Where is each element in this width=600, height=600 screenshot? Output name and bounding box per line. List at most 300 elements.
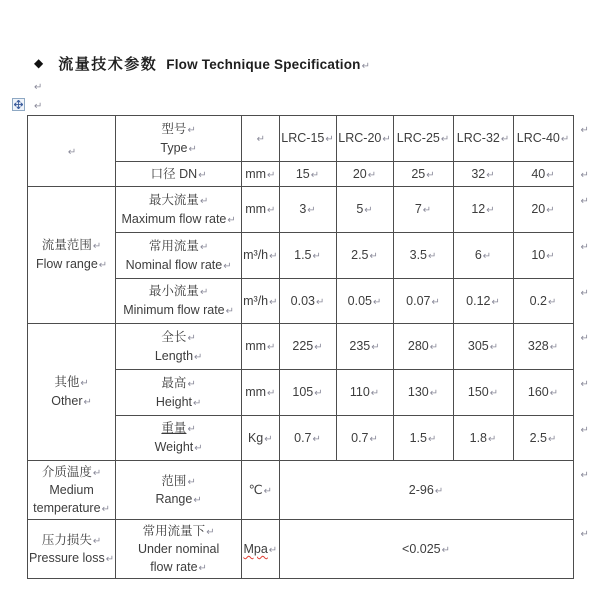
paragraph-mark-icon: ↵ xyxy=(371,342,380,353)
paragraph-mark-icon: ↵ xyxy=(441,545,450,556)
cell-line xyxy=(338,429,392,448)
cell-text: 305 xyxy=(467,339,489,353)
cell-text: 5 xyxy=(356,202,364,216)
cell-text: 25 xyxy=(411,166,426,181)
cell-text: mm xyxy=(245,202,267,216)
cell-line xyxy=(243,540,277,558)
cell-text: 10 xyxy=(531,248,546,262)
paragraph-mark-icon: ↵ xyxy=(546,251,555,262)
cell-line xyxy=(455,166,512,183)
cell-line xyxy=(117,419,240,438)
value-cell[interactable] xyxy=(393,416,453,461)
param-cell[interactable] xyxy=(116,233,242,279)
param-cell[interactable] xyxy=(116,520,242,579)
value-cell[interactable] xyxy=(393,279,453,324)
cell-text: Medium xyxy=(49,483,94,497)
unit-cell[interactable] xyxy=(242,187,279,233)
cell-text: Weight xyxy=(154,440,194,454)
paragraph-mark-icon: ↵ xyxy=(580,195,589,207)
value-cell[interactable] xyxy=(453,187,513,233)
cell-line xyxy=(117,347,240,366)
cell-text: mm xyxy=(245,166,267,181)
value-cell[interactable] xyxy=(453,416,513,461)
cell-line xyxy=(117,191,240,210)
cell-text: mm xyxy=(245,385,267,399)
cell-line xyxy=(395,200,452,219)
cell-line xyxy=(243,166,277,183)
value-cell[interactable] xyxy=(453,370,513,416)
paragraph-mark-icon: ↵ xyxy=(546,169,555,181)
paragraph-mark-icon: ↵ xyxy=(486,205,495,216)
cell-text: Mpa xyxy=(243,542,268,556)
cell-text: Pressure loss xyxy=(29,551,105,565)
cell-line xyxy=(281,246,335,265)
paragraph-mark-icon: ↵ xyxy=(187,124,196,136)
value-cell[interactable] xyxy=(513,416,573,461)
cell-line xyxy=(395,129,452,148)
row-end-mark xyxy=(573,370,597,416)
cell-line xyxy=(395,429,452,448)
unit-cell[interactable] xyxy=(242,279,279,324)
paragraph-mark-icon: ↵ xyxy=(428,433,437,445)
cell-line xyxy=(515,337,572,356)
cell-text: Kg xyxy=(247,430,264,445)
paragraph-mark-icon: ↵ xyxy=(264,433,273,445)
paragraph-mark-icon: ↵ xyxy=(267,169,276,181)
spec-table-body xyxy=(28,116,598,579)
value-cell[interactable] xyxy=(279,461,573,520)
paragraph-mark-icon: ↵ xyxy=(92,468,102,479)
cell-line xyxy=(117,139,240,158)
paragraph-mark-icon: ↵ xyxy=(92,241,102,252)
value-cell[interactable] xyxy=(279,370,336,416)
paragraph-mark-icon: ↵ xyxy=(489,342,499,353)
row-end-mark xyxy=(573,520,597,579)
cell-text: Maximum flow rate xyxy=(121,211,227,226)
cell-line xyxy=(281,481,572,499)
cell-line xyxy=(515,383,572,402)
row-end-mark xyxy=(573,162,597,187)
paragraph-mark-icon: ↵ xyxy=(83,397,92,408)
unit-cell[interactable] xyxy=(242,370,279,416)
param-cell[interactable] xyxy=(116,324,242,370)
cell-line xyxy=(455,200,512,219)
value-cell[interactable] xyxy=(513,187,573,233)
row-end-mark xyxy=(573,187,597,233)
empty-paragraph xyxy=(33,96,42,114)
cell-text: LRC-32 xyxy=(456,131,500,145)
cell-text: 20 xyxy=(352,166,367,181)
param-cell[interactable] xyxy=(116,461,242,520)
cell-text: 20 xyxy=(531,202,546,216)
value-cell[interactable] xyxy=(453,162,513,187)
unit-cell[interactable] xyxy=(242,461,279,520)
row-end-mark xyxy=(573,116,597,162)
paragraph-mark-icon: ↵ xyxy=(314,388,323,399)
cell-line xyxy=(338,200,392,219)
row-end-mark xyxy=(573,279,597,324)
value-cell[interactable] xyxy=(336,187,393,233)
cell-text: 110 xyxy=(349,385,370,399)
cell-text: LRC-15 xyxy=(281,131,325,145)
cell-text: m³/h xyxy=(243,248,269,262)
cell-line xyxy=(29,255,114,274)
cell-text: 160 xyxy=(527,385,549,399)
value-cell[interactable] xyxy=(279,187,336,233)
cell-line xyxy=(29,236,114,255)
paragraph-mark-icon: ↵ xyxy=(314,342,323,353)
cell-line xyxy=(395,166,452,183)
paragraph-mark-icon: ↵ xyxy=(546,205,555,216)
cell-line xyxy=(455,246,512,265)
paragraph-mark-icon: ↵ xyxy=(188,143,197,155)
section-cell[interactable] xyxy=(28,520,116,579)
paragraph-mark-icon: ↵ xyxy=(227,214,236,226)
table-row xyxy=(28,324,598,370)
cell-line xyxy=(243,383,277,402)
cell-text: 2-96 xyxy=(408,483,434,497)
paragraph-mark-icon: ↵ xyxy=(580,378,589,390)
paragraph-mark-icon: ↵ xyxy=(372,296,382,308)
cell-line xyxy=(29,392,114,411)
paragraph-mark-icon: ↵ xyxy=(267,205,276,216)
cell-line xyxy=(117,490,240,508)
paragraph-mark-icon: ↵ xyxy=(310,169,320,181)
cell-text: 225 xyxy=(292,339,314,353)
cell-text: Under nominal xyxy=(137,542,220,556)
value-cell[interactable] xyxy=(393,370,453,416)
cell-text: 0.07 xyxy=(406,293,431,308)
paragraph-mark-icon: ↵ xyxy=(580,241,589,253)
unit-cell[interactable] xyxy=(242,520,279,579)
value-cell[interactable] xyxy=(279,233,336,279)
paragraph-mark-icon: ↵ xyxy=(580,287,589,299)
cell-line xyxy=(117,438,240,457)
paragraph-mark-icon: ↵ xyxy=(263,486,273,497)
cell-text: 常用流量下 xyxy=(142,524,206,538)
paragraph-mark-icon: ↵ xyxy=(434,486,444,497)
param-cell[interactable] xyxy=(116,370,242,416)
paragraph-mark-icon: ↵ xyxy=(500,134,510,145)
paragraph-mark-icon: ↵ xyxy=(267,388,276,399)
cell-line xyxy=(338,129,392,148)
cell-text: 7 xyxy=(414,202,422,216)
cell-line xyxy=(117,166,240,183)
cell-line xyxy=(395,292,452,311)
value-cell[interactable] xyxy=(393,324,453,370)
cell-line xyxy=(515,200,572,219)
paragraph-mark-icon: ↵ xyxy=(307,205,316,216)
cell-text: 235 xyxy=(349,339,371,353)
paragraph-mark-icon: ↵ xyxy=(223,260,232,272)
cell-text: 3.5 xyxy=(409,248,428,262)
paragraph-mark-icon: ↵ xyxy=(198,563,207,574)
paragraph-mark-icon: ↵ xyxy=(98,260,108,271)
cell-text: Flow range xyxy=(35,257,98,271)
value-cell[interactable] xyxy=(279,162,336,187)
cell-text: 最小流量 xyxy=(148,284,199,298)
cell-text: 0.05 xyxy=(347,293,372,308)
paragraph-mark-icon: ↵ xyxy=(580,124,589,136)
paragraph-mark-icon: ↵ xyxy=(198,169,207,181)
model-header-cell[interactable] xyxy=(336,116,393,162)
paragraph-mark-icon: ↵ xyxy=(187,378,196,390)
table-row xyxy=(28,187,598,233)
paragraph-mark-icon: ↵ xyxy=(34,101,43,112)
cell-line xyxy=(29,531,114,549)
paragraph-mark-icon: ↵ xyxy=(92,536,102,547)
value-cell[interactable] xyxy=(336,162,393,187)
cell-line xyxy=(117,558,240,576)
title-zh: 流量技术参数 xyxy=(58,56,158,73)
cell-line xyxy=(117,328,240,347)
cell-line xyxy=(338,337,392,356)
paragraph-mark-icon: ↵ xyxy=(580,469,589,481)
unit-cell[interactable] xyxy=(242,324,279,370)
cell-line xyxy=(117,472,240,490)
value-cell[interactable] xyxy=(336,233,393,279)
paragraph-mark-icon: ↵ xyxy=(486,169,495,181)
paragraph-mark-icon: ↵ xyxy=(101,504,110,515)
value-cell[interactable] xyxy=(513,370,573,416)
table-move-handle[interactable] xyxy=(12,98,25,111)
table-row xyxy=(28,520,598,579)
paragraph-mark-icon: ↵ xyxy=(193,495,202,506)
value-cell[interactable] xyxy=(336,279,393,324)
cell-line xyxy=(117,120,240,139)
cell-text: Other xyxy=(51,394,83,408)
cell-text: 40 xyxy=(531,166,546,181)
cell-line xyxy=(117,282,240,301)
value-cell[interactable] xyxy=(279,324,336,370)
cell-text: 0.2 xyxy=(529,293,548,308)
cell-text: 口径 DN xyxy=(150,166,198,181)
cell-text: 最大流量 xyxy=(148,192,199,207)
cell-line xyxy=(29,463,114,481)
cell-line xyxy=(395,246,452,265)
paragraph-mark-icon: ↵ xyxy=(315,296,325,308)
paragraph-mark-icon: ↵ xyxy=(488,433,497,445)
cell-text: 重量 xyxy=(161,421,187,435)
paragraph-mark-icon: ↵ xyxy=(312,433,321,445)
paragraph-mark-icon: ↵ xyxy=(382,134,391,145)
unit-cell[interactable] xyxy=(242,116,279,162)
cell-text: 130 xyxy=(407,385,429,399)
section-cell[interactable] xyxy=(28,461,116,520)
cell-text: 150 xyxy=(467,385,489,399)
cell-text: 0.03 xyxy=(290,293,315,308)
paragraph-mark-icon: ↵ xyxy=(361,61,371,72)
paragraph-mark-icon: ↵ xyxy=(367,169,377,181)
cell-line xyxy=(455,337,512,356)
paragraph-mark-icon: ↵ xyxy=(312,251,321,262)
paragraph-mark-icon: ↵ xyxy=(369,251,378,262)
cell-line xyxy=(243,429,277,448)
value-cell[interactable] xyxy=(453,324,513,370)
paragraph-mark-icon: ↵ xyxy=(431,296,440,308)
header-cell[interactable] xyxy=(116,116,242,162)
paragraph-mark-icon: ↵ xyxy=(426,169,435,181)
row-end-mark xyxy=(573,324,597,370)
cell-text: 3 xyxy=(299,202,307,216)
cell-line xyxy=(455,129,512,148)
cell-line xyxy=(243,481,277,499)
cell-text: LRC-20 xyxy=(338,131,382,145)
cell-line xyxy=(281,383,335,402)
cell-text: 280 xyxy=(407,339,429,353)
cell-line xyxy=(117,237,240,256)
param-cell[interactable] xyxy=(116,416,242,461)
cell-line xyxy=(515,292,572,311)
paragraph-mark-icon: ↵ xyxy=(548,433,557,445)
cell-text: 其他 xyxy=(54,375,80,389)
value-cell[interactable] xyxy=(279,416,336,461)
cell-line xyxy=(281,200,335,219)
paragraph-mark-icon: ↵ xyxy=(489,388,499,399)
paragraph-mark-icon: ↵ xyxy=(325,134,334,145)
cell-line xyxy=(29,549,114,567)
value-cell[interactable] xyxy=(393,162,453,187)
cell-line xyxy=(117,540,240,558)
paragraph-mark-icon: ↵ xyxy=(269,251,278,262)
cell-line xyxy=(515,429,572,448)
paragraph-mark-icon: ↵ xyxy=(440,134,450,145)
cell-line xyxy=(515,246,572,265)
cell-line xyxy=(243,292,277,311)
value-cell[interactable] xyxy=(393,233,453,279)
cell-text: 常用流量 xyxy=(148,238,199,253)
doc-title xyxy=(34,53,370,74)
unit-cell[interactable] xyxy=(242,233,279,279)
row-end-mark xyxy=(573,233,597,279)
cell-line xyxy=(395,337,452,356)
cell-text: 15 xyxy=(295,166,310,181)
cell-line xyxy=(29,142,114,161)
model-header-cell[interactable] xyxy=(513,116,573,162)
value-cell[interactable] xyxy=(513,324,573,370)
value-cell[interactable] xyxy=(513,162,573,187)
paragraph-mark-icon: ↵ xyxy=(199,195,209,207)
cell-text: 12 xyxy=(471,202,486,216)
paragraph-mark-icon: ↵ xyxy=(267,342,276,353)
cell-line xyxy=(281,429,335,448)
cell-text: Nominal flow rate xyxy=(125,257,223,272)
cell-text: <0.025 xyxy=(402,542,441,556)
value-cell[interactable] xyxy=(453,279,513,324)
row-end-mark xyxy=(573,416,597,461)
paragraph-mark-icon: ↵ xyxy=(269,296,278,308)
cell-text: 2.5 xyxy=(351,248,369,262)
value-cell[interactable] xyxy=(393,187,453,233)
row-end-mark xyxy=(573,461,597,520)
model-header-cell[interactable] xyxy=(393,116,453,162)
cell-text: 流量范围 xyxy=(41,238,92,252)
cell-line xyxy=(281,540,572,558)
cell-line xyxy=(338,292,392,311)
paragraph-mark-icon: ↵ xyxy=(369,433,378,445)
value-cell[interactable] xyxy=(336,324,393,370)
paragraph-mark-icon: ↵ xyxy=(548,296,557,308)
value-cell[interactable] xyxy=(336,416,393,461)
cell-line xyxy=(117,393,240,412)
model-header-cell[interactable] xyxy=(279,116,336,162)
corner-cell[interactable] xyxy=(28,116,116,187)
diamond-bullet-icon: ◆ xyxy=(34,56,44,70)
paragraph-mark-icon: ↵ xyxy=(429,388,439,399)
paragraph-mark-icon: ↵ xyxy=(187,332,196,344)
cell-text: 6 xyxy=(474,248,482,262)
paragraph-mark-icon: ↵ xyxy=(187,477,196,488)
cell-text: 32 xyxy=(471,166,486,181)
cell-line xyxy=(455,429,512,448)
cell-line xyxy=(243,129,277,148)
cell-text: 全长 xyxy=(161,329,187,344)
cell-text: 范围 xyxy=(161,474,187,488)
paragraph-mark-icon: ↵ xyxy=(194,351,203,363)
paragraph-mark-icon: ↵ xyxy=(199,241,209,253)
paragraph-mark-icon: ↵ xyxy=(206,527,215,538)
value-cell[interactable] xyxy=(336,370,393,416)
paragraph-mark-icon: ↵ xyxy=(482,251,492,262)
paragraph-mark-icon: ↵ xyxy=(580,528,589,540)
cell-line xyxy=(243,200,277,219)
paragraph-mark-icon: ↵ xyxy=(364,205,373,216)
paragraph-mark-icon: ↵ xyxy=(193,397,202,409)
section-cell[interactable] xyxy=(28,187,116,324)
value-cell[interactable] xyxy=(279,520,573,579)
paragraph-mark-icon: ↵ xyxy=(422,205,432,216)
paragraph-mark-icon: ↵ xyxy=(67,146,77,158)
cell-line xyxy=(117,256,240,275)
cell-text: Height xyxy=(155,394,192,409)
value-cell[interactable] xyxy=(513,233,573,279)
unit-cell[interactable] xyxy=(242,416,279,461)
cell-line xyxy=(455,383,512,402)
cell-line xyxy=(243,246,277,265)
cell-text: 压力损失 xyxy=(41,533,92,547)
param-cell[interactable] xyxy=(116,187,242,233)
cell-text: 1.8 xyxy=(469,430,488,445)
cell-text: ℃ xyxy=(248,483,263,497)
cell-text: 1.5 xyxy=(409,430,428,445)
model-header-cell[interactable] xyxy=(453,116,513,162)
spec-table xyxy=(27,115,598,579)
value-cell[interactable] xyxy=(513,279,573,324)
header-cell[interactable] xyxy=(116,162,242,187)
paragraph-mark-icon: ↵ xyxy=(268,545,278,556)
paragraph-mark-icon: ↵ xyxy=(105,554,115,565)
cell-line xyxy=(29,481,114,499)
value-cell[interactable] xyxy=(279,279,336,324)
cell-line xyxy=(243,337,277,356)
paragraph-mark-icon: ↵ xyxy=(549,388,559,399)
cell-text: Minimum flow rate xyxy=(123,303,225,317)
cell-line xyxy=(515,166,572,183)
param-cell[interactable] xyxy=(116,279,242,324)
table-row xyxy=(28,461,598,520)
value-cell[interactable] xyxy=(453,233,513,279)
cell-text: temperature xyxy=(33,501,101,515)
cell-line xyxy=(281,129,335,148)
cell-line xyxy=(338,246,392,265)
paragraph-mark-icon: ↵ xyxy=(370,388,380,399)
section-cell[interactable] xyxy=(28,324,116,461)
cell-line xyxy=(338,383,392,402)
cell-line xyxy=(281,166,335,183)
paragraph-mark-icon: ↵ xyxy=(491,296,500,308)
paragraph-mark-icon: ↵ xyxy=(34,82,43,93)
unit-cell[interactable] xyxy=(242,162,279,187)
